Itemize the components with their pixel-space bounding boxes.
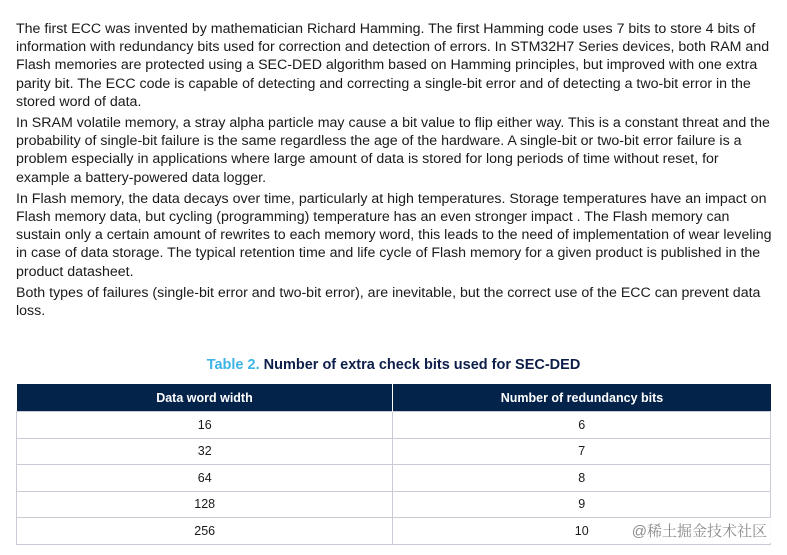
table-row xyxy=(17,438,771,465)
cell-data-word-width: 32 xyxy=(17,438,393,465)
header-data-word-width: Data word width xyxy=(17,384,393,412)
cell-data-word-width: 16 xyxy=(17,412,393,439)
table-row xyxy=(17,491,771,518)
cell-data-word-width: 256 xyxy=(17,518,393,545)
header-redundancy-bits: Number of redundancy bits xyxy=(393,384,771,412)
paragraph-flash: In Flash memory, the data decays over time, particularly at high temperatures. Storage temperatures have an impact on Flash memory data, but cycling (programming) temperature has an even stronger impact . The Flash memory can sustain only a certain amount of rewrites to each memory word, this leads to the need of implementation of wear leveling in case of data storage. The typical retention time and life cycle of Flash memory for a given product is published in the product datasheet. xyxy=(16,190,772,280)
cell-redundancy-bits: 10 xyxy=(393,518,771,545)
paragraph-sram: In SRAM volatile memory, a stray alpha particle may cause a bit value to flip either way. This is a constant threat and the probability of single-bit failure is the same regardless the age of the hardware. A single-bit or two-bit error failure is a problem especially in applications where large amount of data is stored for long periods of time without reset, for example a battery-powered data logger. xyxy=(16,115,770,186)
cell-redundancy-bits: 8 xyxy=(393,465,771,492)
cell-data-word-width: 128 xyxy=(17,491,393,518)
table-caption xyxy=(16,357,771,373)
table-row xyxy=(17,412,771,439)
paragraph-ecc-history: The first ECC was invented by mathematician Richard Hamming. The first Hamming code uses 7 bits to store 4 bits of information with redundancy bits used for correction and detection of errors. In STM32H7 Series devices, both RAM and Flash memories are protected using a SEC-DED algorithm based on Hamming principles, but improved with one extra parity bit. The ECC code is capable of detecting and correcting a single-bit error and of detecting a two-bit error in the stored word of data. xyxy=(16,21,770,110)
paragraph-failures: Both types of failures (single-bit error and two-bit error), are inevitable, but the correct use of the ECC can prevent data loss. xyxy=(16,284,761,320)
cell-data-word-width: 64 xyxy=(17,465,393,492)
table-header-row xyxy=(17,384,771,412)
cell-redundancy-bits: 6 xyxy=(393,412,771,439)
body-text xyxy=(16,20,776,323)
table-caption-number: Table 2. xyxy=(206,357,260,373)
cell-redundancy-bits: 9 xyxy=(393,491,771,518)
cell-redundancy-bits: 7 xyxy=(393,438,771,465)
watermark: @稀土掘金技术社区 xyxy=(626,518,771,543)
table-caption-title: Number of extra check bits used for SEC-DED xyxy=(263,357,581,373)
table-row xyxy=(17,465,771,492)
